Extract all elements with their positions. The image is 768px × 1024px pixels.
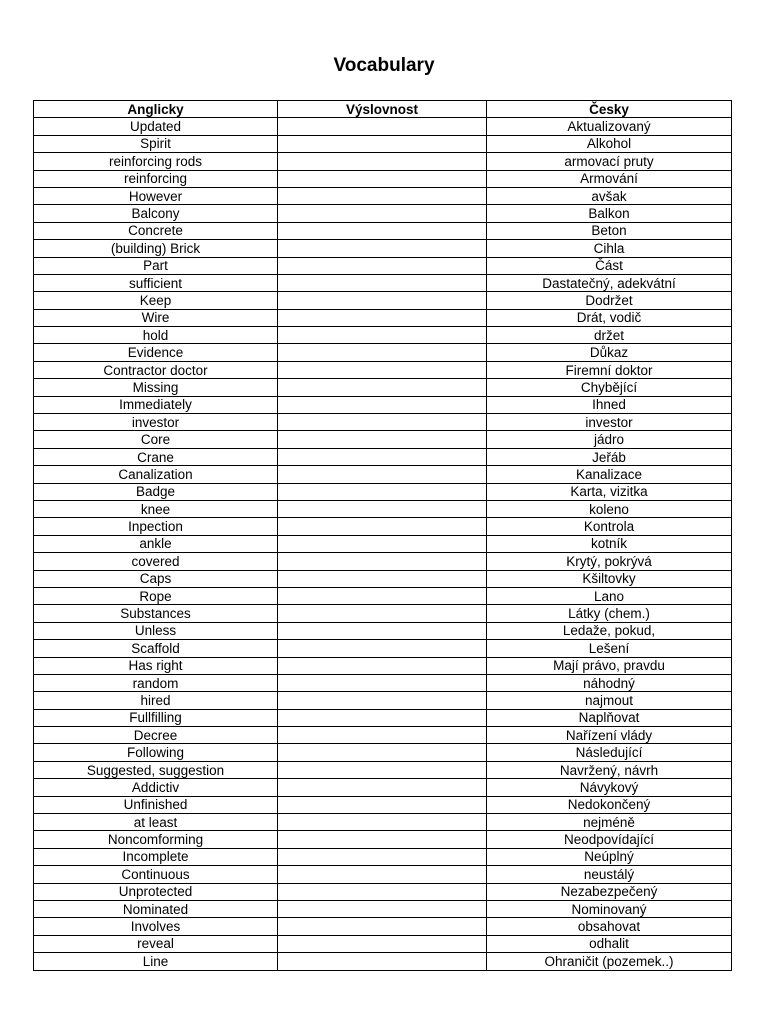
table-row — [34, 953, 732, 970]
table-row — [34, 187, 732, 204]
cell-cesky: Armování — [487, 170, 732, 187]
table-row — [34, 866, 732, 883]
table-row — [34, 448, 732, 465]
cell-vyslovnost — [278, 761, 487, 778]
table-row — [34, 709, 732, 726]
cell-vyslovnost — [278, 466, 487, 483]
table-row — [34, 135, 732, 152]
table-row — [34, 466, 732, 483]
table-row — [34, 935, 732, 952]
table-row — [34, 587, 732, 604]
cell-vyslovnost — [278, 796, 487, 813]
cell-vyslovnost — [278, 344, 487, 361]
cell-vyslovnost — [278, 396, 487, 413]
cell-anglicky: Badge — [34, 483, 278, 500]
cell-cesky: Lešení — [487, 640, 732, 657]
cell-anglicky: Part — [34, 257, 278, 274]
cell-cesky: odhalit — [487, 935, 732, 952]
cell-cesky: Krytý, pokrývá — [487, 553, 732, 570]
table-row — [34, 240, 732, 257]
cell-anglicky: Continuous — [34, 866, 278, 883]
cell-cesky: armovací pruty — [487, 153, 732, 170]
cell-vyslovnost — [278, 518, 487, 535]
cell-cesky: jádro — [487, 431, 732, 448]
cell-cesky: Karta, vizitka — [487, 483, 732, 500]
table-row — [34, 153, 732, 170]
cell-anglicky: Immediately — [34, 396, 278, 413]
table-row — [34, 500, 732, 517]
cell-anglicky: Suggested, suggestion — [34, 761, 278, 778]
table-row — [34, 292, 732, 309]
cell-cesky: nejméně — [487, 814, 732, 831]
cell-anglicky: random — [34, 674, 278, 691]
cell-vyslovnost — [278, 953, 487, 970]
table-row — [34, 744, 732, 761]
table-row — [34, 692, 732, 709]
cell-cesky: investor — [487, 414, 732, 431]
table-row — [34, 518, 732, 535]
cell-anglicky: sufficient — [34, 274, 278, 291]
cell-anglicky: (building) Brick — [34, 240, 278, 257]
cell-anglicky: covered — [34, 553, 278, 570]
cell-cesky: Chybějící — [487, 379, 732, 396]
table-row — [34, 396, 732, 413]
table-row — [34, 414, 732, 431]
cell-anglicky: Decree — [34, 727, 278, 744]
table-row — [34, 814, 732, 831]
table-row — [34, 657, 732, 674]
cell-anglicky: knee — [34, 500, 278, 517]
table-row — [34, 483, 732, 500]
cell-vyslovnost — [278, 779, 487, 796]
cell-vyslovnost — [278, 535, 487, 552]
cell-cesky: Dodržet — [487, 292, 732, 309]
cell-anglicky: Has right — [34, 657, 278, 674]
cell-vyslovnost — [278, 814, 487, 831]
cell-anglicky: at least — [34, 814, 278, 831]
table-row — [34, 640, 732, 657]
cell-anglicky: Caps — [34, 570, 278, 587]
cell-anglicky: Line — [34, 953, 278, 970]
cell-anglicky: Evidence — [34, 344, 278, 361]
cell-vyslovnost — [278, 570, 487, 587]
cell-anglicky: Contractor doctor — [34, 361, 278, 378]
table-row — [34, 344, 732, 361]
cell-cesky: Nezabezpečený — [487, 883, 732, 900]
cell-vyslovnost — [278, 327, 487, 344]
cell-anglicky: Scaffold — [34, 640, 278, 657]
table-row — [34, 831, 732, 848]
cell-anglicky: Inpection — [34, 518, 278, 535]
cell-anglicky: Involves — [34, 918, 278, 935]
table-row — [34, 622, 732, 639]
cell-cesky: Cihla — [487, 240, 732, 257]
cell-vyslovnost — [278, 274, 487, 291]
cell-anglicky: hired — [34, 692, 278, 709]
cell-vyslovnost — [278, 553, 487, 570]
header-vyslovnost: Výslovnost — [278, 101, 487, 118]
cell-cesky: Důkaz — [487, 344, 732, 361]
cell-cesky: Návykový — [487, 779, 732, 796]
cell-vyslovnost — [278, 587, 487, 604]
cell-anglicky: Keep — [34, 292, 278, 309]
cell-cesky: držet — [487, 327, 732, 344]
cell-vyslovnost — [278, 640, 487, 657]
cell-cesky: Nařízení vlády — [487, 727, 732, 744]
table-row — [34, 900, 732, 917]
cell-vyslovnost — [278, 622, 487, 639]
cell-vyslovnost — [278, 500, 487, 517]
cell-anglicky: reinforcing — [34, 170, 278, 187]
table-row — [34, 309, 732, 326]
cell-anglicky: Noncomforming — [34, 831, 278, 848]
cell-vyslovnost — [278, 674, 487, 691]
cell-cesky: Látky (chem.) — [487, 605, 732, 622]
cell-cesky: náhodný — [487, 674, 732, 691]
cell-cesky: Balkon — [487, 205, 732, 222]
table-row — [34, 274, 732, 291]
cell-vyslovnost — [278, 379, 487, 396]
cell-cesky: Aktualizovaný — [487, 118, 732, 135]
cell-vyslovnost — [278, 848, 487, 865]
cell-vyslovnost — [278, 483, 487, 500]
cell-vyslovnost — [278, 135, 487, 152]
table-row — [34, 379, 732, 396]
page-title: Vocabulary — [333, 55, 435, 76]
vocabulary-table — [33, 100, 732, 971]
cell-vyslovnost — [278, 240, 487, 257]
cell-vyslovnost — [278, 883, 487, 900]
cell-cesky: Firemní doktor — [487, 361, 732, 378]
cell-anglicky: Fullfilling — [34, 709, 278, 726]
table-row — [34, 605, 732, 622]
cell-vyslovnost — [278, 866, 487, 883]
cell-vyslovnost — [278, 709, 487, 726]
cell-anglicky: Wire — [34, 309, 278, 326]
cell-vyslovnost — [278, 118, 487, 135]
cell-cesky: Kontrola — [487, 518, 732, 535]
cell-vyslovnost — [278, 257, 487, 274]
cell-anglicky: Unless — [34, 622, 278, 639]
cell-vyslovnost — [278, 205, 487, 222]
cell-cesky: Mají právo, pravdu — [487, 657, 732, 674]
cell-cesky: Dastatečný, adekvátní — [487, 274, 732, 291]
table-row — [34, 257, 732, 274]
table-row — [34, 883, 732, 900]
cell-anglicky: Nominated — [34, 900, 278, 917]
cell-cesky: Jeřáb — [487, 448, 732, 465]
cell-anglicky: Updated — [34, 118, 278, 135]
table-row — [34, 170, 732, 187]
table-row — [34, 327, 732, 344]
table-header-row — [34, 101, 732, 118]
cell-cesky: Alkohol — [487, 135, 732, 152]
header-anglicky: Anglicky — [34, 101, 278, 118]
cell-vyslovnost — [278, 187, 487, 204]
cell-vyslovnost — [278, 222, 487, 239]
cell-vyslovnost — [278, 918, 487, 935]
table-row — [34, 431, 732, 448]
cell-cesky: Neodpovídající — [487, 831, 732, 848]
cell-cesky: Navržený, návrh — [487, 761, 732, 778]
cell-vyslovnost — [278, 900, 487, 917]
cell-anglicky: Core — [34, 431, 278, 448]
table-row — [34, 222, 732, 239]
cell-vyslovnost — [278, 361, 487, 378]
cell-anglicky: investor — [34, 414, 278, 431]
cell-cesky: Ohraničit (pozemek..) — [487, 953, 732, 970]
cell-cesky: koleno — [487, 500, 732, 517]
cell-anglicky: However — [34, 187, 278, 204]
table-row — [34, 848, 732, 865]
cell-vyslovnost — [278, 692, 487, 709]
cell-cesky: neustálý — [487, 866, 732, 883]
cell-cesky: Kanalizace — [487, 466, 732, 483]
cell-vyslovnost — [278, 831, 487, 848]
cell-anglicky: Substances — [34, 605, 278, 622]
cell-vyslovnost — [278, 935, 487, 952]
cell-cesky: Ihned — [487, 396, 732, 413]
cell-anglicky: Unfinished — [34, 796, 278, 813]
table-row — [34, 205, 732, 222]
table-row — [34, 361, 732, 378]
cell-cesky: Beton — [487, 222, 732, 239]
cell-vyslovnost — [278, 727, 487, 744]
cell-vyslovnost — [278, 657, 487, 674]
cell-vyslovnost — [278, 309, 487, 326]
cell-vyslovnost — [278, 153, 487, 170]
cell-cesky: Následující — [487, 744, 732, 761]
cell-anglicky: ankle — [34, 535, 278, 552]
cell-cesky: Kšiltovky — [487, 570, 732, 587]
cell-vyslovnost — [278, 292, 487, 309]
table-row — [34, 674, 732, 691]
cell-anglicky: Crane — [34, 448, 278, 465]
cell-cesky: Naplňovat — [487, 709, 732, 726]
cell-anglicky: Canalization — [34, 466, 278, 483]
cell-vyslovnost — [278, 431, 487, 448]
cell-anglicky: Unprotected — [34, 883, 278, 900]
cell-anglicky: Addictiv — [34, 779, 278, 796]
cell-anglicky: Incomplete — [34, 848, 278, 865]
cell-anglicky: Balcony — [34, 205, 278, 222]
cell-anglicky: Following — [34, 744, 278, 761]
cell-anglicky: Rope — [34, 587, 278, 604]
cell-cesky: Lano — [487, 587, 732, 604]
cell-anglicky: Concrete — [34, 222, 278, 239]
cell-anglicky: reveal — [34, 935, 278, 952]
cell-cesky: Drát, vodič — [487, 309, 732, 326]
cell-vyslovnost — [278, 414, 487, 431]
cell-vyslovnost — [278, 448, 487, 465]
cell-vyslovnost — [278, 605, 487, 622]
table-row — [34, 570, 732, 587]
cell-cesky: najmout — [487, 692, 732, 709]
table-row — [34, 918, 732, 935]
cell-cesky: obsahovat — [487, 918, 732, 935]
table-row — [34, 796, 732, 813]
cell-cesky: Neúplný — [487, 848, 732, 865]
cell-anglicky: Missing — [34, 379, 278, 396]
header-cesky: Česky — [487, 101, 732, 118]
cell-cesky: Nominovaný — [487, 900, 732, 917]
table-row — [34, 779, 732, 796]
cell-anglicky: reinforcing rods — [34, 153, 278, 170]
table-body — [34, 118, 732, 970]
cell-cesky: Ledaže, pokud, — [487, 622, 732, 639]
cell-anglicky: hold — [34, 327, 278, 344]
table-row — [34, 118, 732, 135]
table-row — [34, 535, 732, 552]
table-row — [34, 553, 732, 570]
cell-cesky: Část — [487, 257, 732, 274]
cell-cesky: kotník — [487, 535, 732, 552]
table-row — [34, 727, 732, 744]
cell-anglicky: Spirit — [34, 135, 278, 152]
cell-vyslovnost — [278, 170, 487, 187]
cell-vyslovnost — [278, 744, 487, 761]
cell-cesky: avšak — [487, 187, 732, 204]
table-row — [34, 761, 732, 778]
cell-cesky: Nedokončený — [487, 796, 732, 813]
